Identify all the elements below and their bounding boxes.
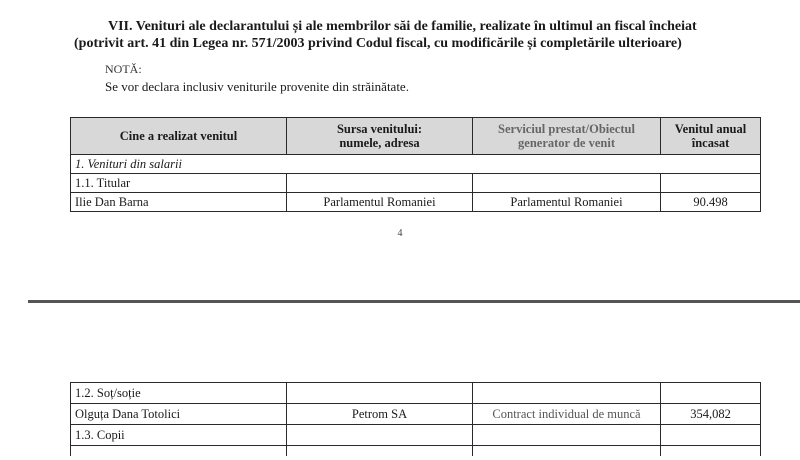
category-salaries: 1. Venituri din salarii bbox=[71, 155, 761, 174]
titular-service: Parlamentul Romaniei bbox=[473, 193, 661, 212]
spouse-service: Contract individual de muncă bbox=[473, 404, 661, 425]
nota-label: NOTĂ: bbox=[105, 62, 142, 76]
spouse-name: Olguța Dana Totolici bbox=[71, 404, 287, 425]
titular-name: Ilie Dan Barna bbox=[71, 193, 287, 212]
table-row bbox=[71, 404, 761, 425]
table-row bbox=[71, 193, 761, 212]
income-table-top bbox=[70, 117, 761, 212]
header-service-line1: Serviciul prestat/Obiectul bbox=[498, 122, 635, 136]
header-source-line1: Sursa venitului: bbox=[336, 122, 423, 136]
income-table-bottom bbox=[70, 382, 761, 456]
section-heading bbox=[74, 18, 774, 52]
page-separator bbox=[28, 300, 800, 303]
header-income-line2: încasat bbox=[691, 136, 730, 150]
table-row bbox=[71, 174, 761, 193]
table-row bbox=[71, 383, 761, 404]
section-heading-line2: (potrivit art. 41 din Legea nr. 571/2003 privind Codul fiscal, cu modificările și completările ulterioare) bbox=[74, 36, 682, 51]
header-service-line2: generator de venit bbox=[518, 136, 615, 150]
header-income bbox=[661, 118, 761, 155]
titular-income: 90.498 bbox=[661, 193, 761, 212]
header-who: Cine a realizat venitul bbox=[71, 118, 287, 155]
table-row bbox=[71, 155, 761, 174]
spouse-income: 354,082 bbox=[661, 404, 761, 425]
children-label: 1.3. Copii bbox=[71, 425, 287, 446]
page-number: 4 bbox=[397, 228, 403, 239]
spouse-source: Petrom SA bbox=[287, 404, 473, 425]
header-income-line1: Venitul anual bbox=[674, 122, 747, 136]
spouse-label: 1.2. Soț/soție bbox=[71, 383, 287, 404]
header-source-line2: numele, adresa bbox=[339, 136, 420, 150]
nota-text: Se vor declara inclusiv veniturile provenite din străinătate. bbox=[105, 79, 409, 94]
section-heading-line1: VII. Venituri ale declarantului și ale membrilor săi de familie, realizate în ultimul an fiscal încheiat bbox=[108, 19, 697, 34]
table-row bbox=[71, 446, 761, 457]
table-row bbox=[71, 425, 761, 446]
titular-source: Parlamentul Romaniei bbox=[287, 193, 473, 212]
header-source bbox=[287, 118, 473, 155]
header-service bbox=[473, 118, 661, 155]
titular-label: 1.1. Titular bbox=[71, 174, 287, 193]
table-header-row bbox=[71, 118, 761, 155]
